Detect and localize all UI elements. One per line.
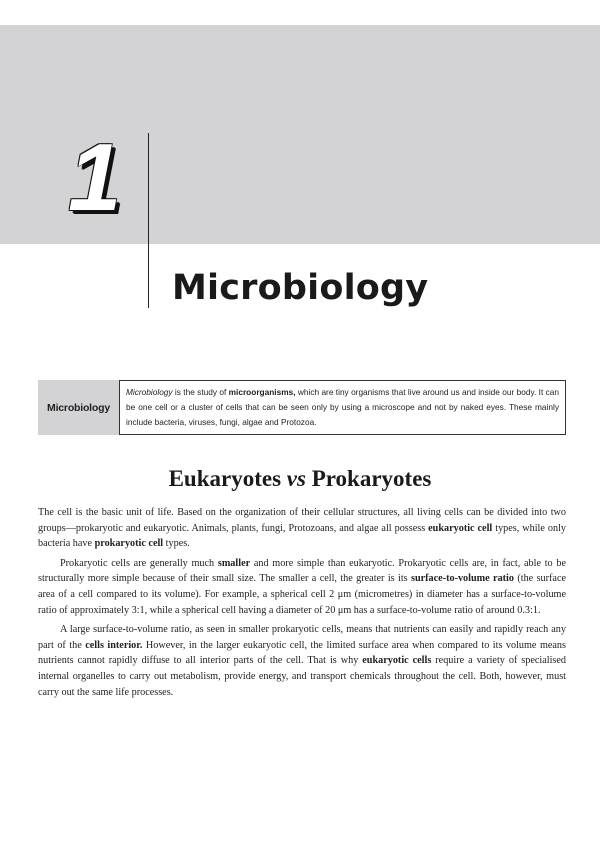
paragraph-bold: surface-to-volume ratio bbox=[411, 573, 514, 585]
paragraph-bold: eukaryotic cells bbox=[362, 655, 432, 667]
paragraph-text: types. bbox=[163, 538, 190, 550]
section-heading bbox=[0, 462, 600, 496]
paragraph-bold: cells interior. bbox=[85, 639, 143, 651]
definition-label: Microbiology bbox=[38, 380, 119, 435]
paragraph-2 bbox=[38, 556, 566, 618]
definition-term: Microbiology bbox=[126, 387, 173, 397]
section-heading-vs: vs bbox=[286, 466, 306, 491]
chapter-title: Microbiology bbox=[172, 268, 429, 308]
paragraph-text: require a variety of specialised internal organelles to carry out metabolism, provide energy, and transport chemicals throughout the cell. Both, however, must carry out the same life processes. bbox=[38, 655, 566, 698]
chapter-divider-rule bbox=[148, 133, 149, 308]
paragraph-bold: smaller bbox=[217, 557, 251, 569]
paragraph-text: The cell is the basic unit of life. Based on the organization of their cellular structures, all living cells can be divided into two groups—prokaryotic and eukaryotic. Animals, plants, fungi, Protozoans, and algae all possess bbox=[38, 507, 566, 534]
paragraph-text: A large surface-to-volume ratio, as seen in smaller prokaryotic cells, means that nutrients can easily and rapidly reach any part of the bbox=[38, 624, 566, 651]
paragraph-text: (the surface area of a cell compared to its volume). For example, a spherical cell 2 μm (micrometres) in diameter has a surface-to-volume ratio of approximately 3:1, while a spherical cell having a diameter of 20 μm has a surface-to-volume ratio of around 0.3:1. bbox=[38, 573, 566, 616]
definition-bold-term: microorganisms, bbox=[228, 387, 296, 397]
paragraph-bold: eukaryotic cell bbox=[428, 522, 493, 534]
paragraph-text: and more simple than eukaryotic. Prokaryotic cells are, in fact, able to be structurally more simple because of their small size. The smaller a cell, the greater is its bbox=[38, 557, 567, 585]
section-heading-right: Prokaryotes bbox=[305, 466, 432, 491]
paragraph-text: types, while only bacteria have bbox=[38, 522, 566, 550]
body-text bbox=[38, 505, 566, 704]
paragraph-text: However, in the larger eukaryotic cell, the limited surface area when compared to its volume means nutrients cannot rapidly diffuse to all interior parts of the cell. That is why bbox=[38, 639, 566, 667]
paragraph-3 bbox=[38, 622, 566, 700]
definition-box bbox=[38, 380, 566, 435]
definition-text-part: which are tiny organisms that live around us and inside our body. It can be one cell or a cluster of cells that can be seen only by using a microscope and not by naked eyes. These mainly include bacteria, viruses, fungi, algae and Protozoa. bbox=[126, 387, 559, 427]
definition-text-part: is the study of bbox=[172, 387, 229, 397]
definition-text bbox=[119, 380, 566, 435]
paragraph-1 bbox=[38, 505, 566, 552]
section-heading-left: Eukaryotes bbox=[168, 466, 287, 491]
paragraph-text: Prokaryotic cells are generally much bbox=[60, 557, 218, 569]
chapter-number: 1 bbox=[68, 124, 122, 231]
paragraph-bold: prokaryotic cell bbox=[94, 538, 164, 550]
